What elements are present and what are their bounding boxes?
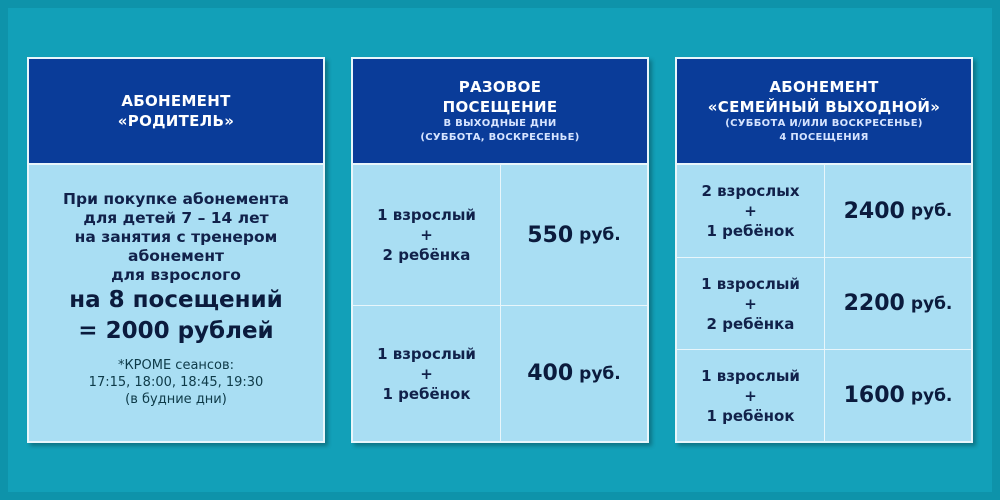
price-cell [501,165,647,305]
subscription-price: = 2000 рублей [78,318,274,344]
visits-count: на 8 посещений [69,287,283,313]
price-row [677,349,971,441]
card-body [29,165,323,408]
visitors-cell [677,350,825,441]
price-row [353,165,647,305]
adults-label: 1 взрослый [701,366,800,385]
plus-sign: + [744,202,757,220]
price-unit: руб. [579,363,621,384]
price-value: 400 [527,361,574,386]
card-title-line2: «СЕМЕЙНЫЙ ВЫХОДНОЙ» [707,98,941,116]
card-subtitle-line1: (СУББОТА И/ИЛИ ВОСКРЕСЕНЬЕ) [725,118,923,129]
price-table [353,165,647,441]
note-line: *КРОМЕ сеансов: [117,358,235,373]
adults-label: 1 взрослый [377,344,476,363]
children-label: 1 ребёнок [382,384,471,403]
children-label: 2 ребёнка [382,246,471,264]
plus-sign: + [744,386,757,405]
body-line: абонемент [127,247,225,265]
plus-sign: + [744,294,757,313]
card-single-visit [351,57,649,443]
card-title-line2: «РОДИТЕЛЬ» [117,112,235,130]
visitors-cell [353,306,501,441]
price-value: 550 [527,222,574,248]
body-line: для взрослого [111,266,241,284]
body-line: на занятия с тренером [74,228,278,246]
card-header [29,59,323,165]
plus-sign: + [420,226,433,244]
children-label: 2 ребёнка [706,314,795,333]
price-unit: руб. [910,385,953,406]
plus-sign: + [420,364,433,383]
price-value: 2200 [843,291,905,316]
price-row [677,257,971,349]
children-label: 1 ребёнок [706,222,795,240]
price-value: 2400 [843,198,905,224]
body-line: При покупке абонемента [63,190,289,208]
visitors-cell [353,165,501,305]
price-table [677,165,971,441]
price-value: 1600 [843,383,905,408]
price-cell [825,165,971,257]
card-family-weekend [675,57,973,443]
card-title-line2: ПОСЕЩЕНИЕ [442,98,558,116]
price-row [353,305,647,441]
card-title-line1: АБОНЕМЕНТ [769,78,879,96]
card-title-line1: АБОНЕМЕНТ [121,92,231,110]
visitors-cell [677,165,825,257]
adults-label: 2 взрослых [701,182,800,200]
price-cell [825,258,971,349]
note-line: (в будние дни) [125,392,227,407]
children-label: 1 ребёнок [706,406,795,425]
card-header [677,59,971,165]
card-subtitle-line2: (СУББОТА, ВОСКРЕСЕНЬЕ) [420,132,580,143]
price-cell [501,306,647,441]
note-times: 17:15, 18:00, 18:45, 19:30 [88,375,264,390]
card-title-line1: РАЗОВОЕ [458,78,542,96]
price-unit: руб. [910,293,953,314]
price-unit: руб. [910,201,953,221]
adults-label: 1 взрослый [377,206,476,224]
visitors-cell [677,258,825,349]
exception-note [29,357,323,408]
body-line: для детей 7 – 14 лет [83,209,269,227]
price-row [677,165,971,257]
card-header [353,59,647,165]
card-parent-subscription [27,57,325,443]
adults-label: 1 взрослый [701,274,800,293]
price-unit: руб. [579,225,621,245]
card-subtitle-line2: 4 ПОСЕЩЕНИЯ [779,132,869,143]
card-subtitle-line1: В ВЫХОДНЫЕ ДНИ [443,118,557,129]
price-cell [825,350,971,441]
